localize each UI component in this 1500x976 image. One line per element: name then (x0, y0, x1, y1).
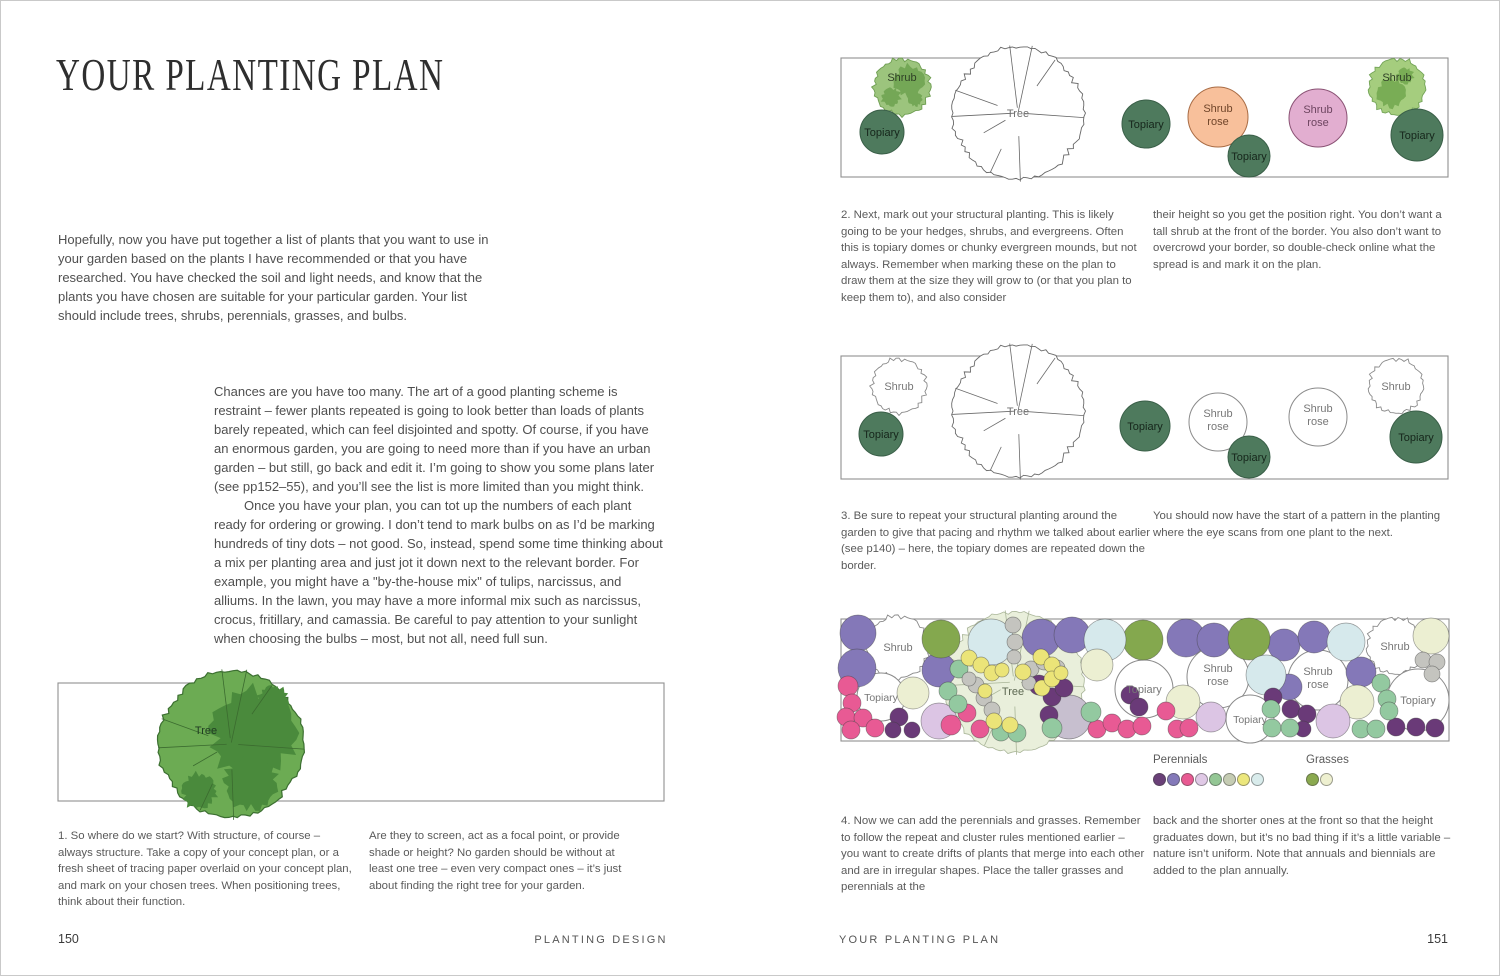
planting-dot-gray (1415, 652, 1431, 668)
shrub-symbol (872, 58, 932, 118)
caption-2-col-2: their height so you get the position right. You don’t want a tall shrub at the front of the border. You also don’t want to overcrowd your border, so double-check online what the spread is and mark it on the plan. (1153, 209, 1442, 271)
plant-label: Tree (1001, 686, 1025, 698)
planting-dot-mint (1372, 674, 1390, 692)
planting-dot-darkpurple (1130, 698, 1148, 716)
planting-dot-pink (1133, 717, 1151, 735)
caption-4-col-2: back and the shorter ones at the front so that the height graduates down, but it’s no bad thing if it’s a little variable – nature isn’t uniform. Note that annuals and biennials are added to the plan annually. (1153, 815, 1451, 877)
planting-dot-pink (1157, 702, 1175, 720)
plant-label: Topiary (1400, 695, 1436, 707)
running-head-left: PLANTING DESIGN (534, 934, 668, 946)
legend-grasses-swatches (1306, 773, 1349, 786)
planting-dot-gray (1007, 650, 1021, 664)
plant-label: Topiary (1127, 421, 1163, 433)
caption-1-col-2: Are they to screen, act as a focal point, or provide shade or height? No garden should be without at least one tree – even very compact ones – it’s just about finding the right tree for your garden. (369, 830, 622, 892)
planting-dot-purple (1197, 623, 1231, 657)
plant-label: Shrub rose (1203, 663, 1233, 688)
plant-label: Topiary (1231, 452, 1267, 464)
plant-label: Shrub (887, 72, 917, 84)
planting-dot-pink (941, 715, 961, 735)
planting-dot-darkpurple (1298, 705, 1316, 723)
plant-label: Shrub rose (1203, 408, 1233, 433)
planting-dot-cream (1081, 649, 1113, 681)
legend-swatch (1251, 773, 1264, 786)
planting-dot-mint (1081, 702, 1101, 722)
planting-dot-yellow (986, 713, 1002, 729)
plant-label: Shrub rose (1303, 666, 1333, 691)
legend-swatch (1223, 773, 1236, 786)
planting-dot-lilac (1196, 702, 1226, 732)
planting-dot-gray (1005, 617, 1021, 633)
planting-dot-mint (1380, 702, 1398, 720)
diagram-full-planting (836, 598, 1456, 766)
planting-dot-yellow (978, 684, 992, 698)
body-text-block (214, 382, 666, 648)
page-title: YOUR PLANTING PLAN (56, 49, 445, 100)
diagram-structural-repeat (836, 331, 1456, 497)
plant-label: Topiary (1233, 714, 1267, 726)
planting-dot-yellow (1015, 664, 1031, 680)
legend-perennials-swatches (1153, 773, 1264, 786)
legend-grasses-label: Grasses (1306, 754, 1349, 766)
tree-symbol (158, 669, 305, 820)
plant-label: Shrub (884, 381, 914, 393)
planting-dot-purple (840, 615, 876, 651)
legend-swatch (1209, 773, 1222, 786)
legend-swatch (1153, 773, 1166, 786)
planting-dot-paleblue (1327, 623, 1365, 661)
plant-label: Shrub rose (1203, 103, 1233, 128)
caption-1-col-1: 1. So where do we start? With structure, of course – always structure. Take a copy of your concept plan, or a fresh sheet of tracing paper overlaid on your concept plan, and mark on your chosen trees. When positioning trees, think about their function. (58, 830, 352, 909)
caption-3-col-1: 3. Be sure to repeat your structural planting around the garden to give that pacing and rhythm we talked about earlier (see p140) – here, the topiary domes are repeated down the border. (841, 510, 1151, 572)
legend-swatch (1195, 773, 1208, 786)
plant-label: Shrub rose (1303, 104, 1333, 129)
planting-dot-pink (866, 719, 884, 737)
body-paragraph-2: Once you have your plan, you can tot up the numbers of each plant ready for ordering or growing. I don’t tend to mark bulbs on as I’d be marking hundreds of tiny dots – not good. So, instead, spend some time thinking about a mix per planting area and just jot it down next to the relevant border. For example, you might have a "by-the-house mix" of tulips, narcissus, and alliums. In the lawn, you may have a more informal mix such as narcissus, crocus, fritillary, and camassia. Be careful to pay attention to your sunlight when choosing the bulbs – most, but not all, need full sun. (214, 498, 663, 646)
legend-swatch (1306, 773, 1319, 786)
plant-label: Tree (194, 725, 218, 737)
plant-label: Topiary (864, 692, 898, 704)
planting-dot-darkpurple (885, 722, 901, 738)
caption-4-col-1: 4. Now we can add the perennials and grasses. Remember to follow the repeat and cluster rules mentioned earlier – you want to create drifts of plants that merge into each other and are in irregular shapes. Place the taller grasses and perennials at the (841, 815, 1145, 894)
planting-dot-darkpurple (904, 722, 920, 738)
planting-dot-purple (1346, 657, 1376, 687)
planting-dot-darkpurple (1407, 718, 1425, 736)
page-number-left: 150 (58, 932, 79, 946)
legend-perennials-label: Perennials (1153, 754, 1208, 766)
planting-dot-cream (1413, 618, 1449, 654)
diagram-tree-structure (51, 656, 676, 881)
planting-dot-darkpurple (1387, 718, 1405, 736)
body-paragraph-1: Chances are you have too many. The art of a good planting scheme is restraint – fewer plants repeated is going to look better than loads of plants barely repeated, which can feel disjointed and spotty. Of course, if you have an enormous garden, you are going to need more than if you have an urban garden – but still, go back and edit it. I’m going to show you some plans later (see pp152–55), and you’ll see the list is more limited than you might think. (214, 384, 655, 494)
plant-label: Topiary (1231, 151, 1267, 163)
planting-dot-paleblue (1246, 655, 1286, 695)
planting-dot-gray (1424, 666, 1440, 682)
plant-label: Tree (1006, 406, 1030, 418)
plant-label: Topiary (1126, 684, 1162, 696)
planting-dot-mint (1281, 719, 1299, 737)
plant-label: Shrub (1381, 381, 1411, 393)
planting-dot-pink (1180, 719, 1198, 737)
caption-3-col-2: You should now have the start of a pattern in the planting where the eye scans from one plant to the next. (1153, 510, 1441, 539)
planting-dot-lilac (1316, 704, 1350, 738)
planting-dot-olive (1228, 618, 1270, 660)
planting-dot-olive (922, 620, 960, 658)
plant-label: Topiary (863, 429, 899, 441)
plant-label: Shrub (883, 642, 913, 654)
plant-label: Topiary (1128, 119, 1164, 131)
planting-dot-darkpurple (1282, 700, 1300, 718)
page-number-right: 151 (1427, 932, 1448, 946)
running-head-right: YOUR PLANTING PLAN (839, 934, 1001, 946)
plant-label: Topiary (864, 127, 900, 139)
border-frame (58, 683, 664, 801)
caption-2-col-1: 2. Next, mark out your structural planting. This is likely going to be your hedges, shrubs, and evergreens. Often this is topiary domes or chunky evergreen mounds, but not always. Remember when marking these on the plan to draw them at the size they will grow to (or that you plan to keep them to), and also consider (841, 209, 1137, 304)
planting-dot-gray (962, 672, 976, 686)
planting-dot-gray (1007, 634, 1023, 650)
shrub-symbol (1368, 58, 1426, 115)
planting-dot-mint (1042, 718, 1062, 738)
planting-dot-mint (1367, 720, 1385, 738)
planting-dot-yellow (995, 663, 1009, 677)
plant-label: Topiary (1399, 130, 1435, 142)
planting-dot-yellow (1002, 717, 1018, 733)
plant-label: Shrub (1382, 72, 1412, 84)
planting-dot-olive (1123, 620, 1163, 660)
planting-dot-cream (897, 677, 929, 709)
plant-label: Topiary (1398, 432, 1434, 444)
plant-label: Tree (1006, 108, 1030, 120)
planting-dot-pink (842, 721, 860, 739)
plant-label: Shrub rose (1303, 403, 1333, 428)
intro-paragraph: Hopefully, now you have put together a list of plants that you want to use in your garden based on the plants I have recommended or that you have researched. You have checked the soil and light needs, and know that the plants you have chosen are suitable for your particular garden. Your list should include trees, shrubs, perennials, grasses, and bulbs. (58, 232, 489, 323)
planting-dot-yellow (1054, 666, 1068, 680)
legend-swatch (1320, 773, 1333, 786)
plant-label: Shrub (1380, 641, 1410, 653)
planting-dot-purple (1298, 621, 1330, 653)
planting-dot-mint (949, 695, 967, 713)
planting-dot-pink (838, 676, 858, 696)
legend-swatch (1237, 773, 1250, 786)
planting-dot-darkpurple (1426, 719, 1444, 737)
diagram-structural-planting (836, 31, 1456, 209)
legend-swatch (1181, 773, 1194, 786)
legend-swatch (1167, 773, 1180, 786)
